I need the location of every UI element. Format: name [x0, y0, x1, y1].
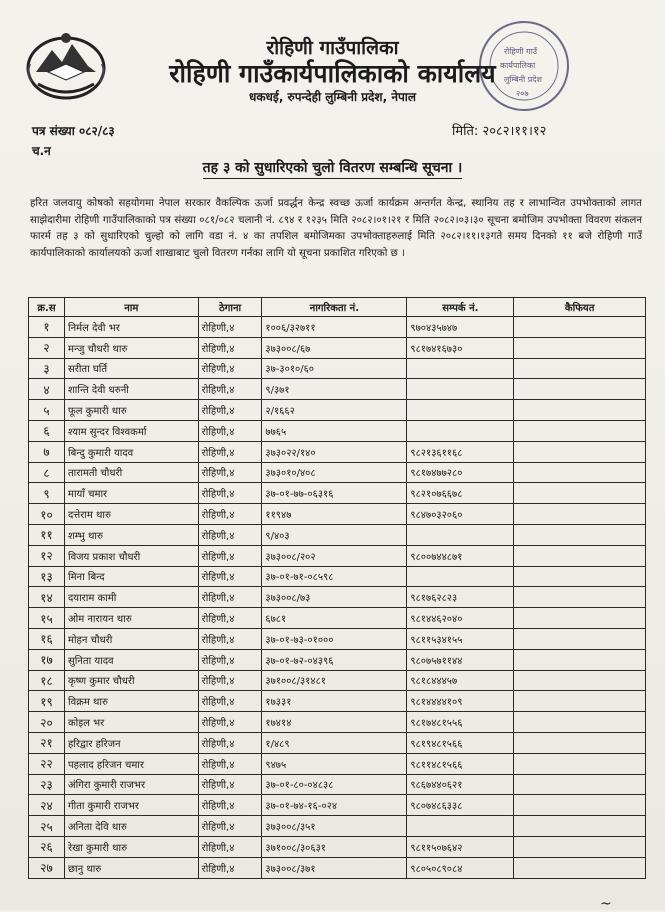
serial-cell: २१ — [29, 732, 65, 753]
municipality-name: रोहिणी गाउँपालिका — [266, 37, 399, 59]
contact-cell: ९८१४४४४१०९ — [407, 691, 514, 712]
col-address: ठेगाना — [198, 298, 262, 317]
contact-cell: ९८१९४८१५६६ — [407, 732, 514, 753]
serial-cell: १९ — [29, 691, 65, 712]
serial-cell: १५ — [29, 608, 65, 629]
name-cell: सुनिता यादव — [64, 649, 198, 670]
contact-cell: ९८४७०३२०६० — [407, 504, 514, 525]
citizenship-cell: ७७६५ — [262, 420, 407, 441]
name-cell: दयाराम कामी — [64, 587, 198, 608]
serial-cell: १२ — [29, 545, 65, 566]
signature: ~ — [600, 896, 612, 912]
citizenship-cell: ३७३००८/७३ — [262, 587, 407, 608]
citizenship-cell: ३७३००८/३५१ — [262, 816, 407, 837]
table-row — [29, 358, 646, 379]
serial-cell: १८ — [29, 670, 65, 691]
serial-cell: ६ — [29, 420, 65, 441]
serial-cell: ३ — [29, 358, 65, 379]
remarks-cell — [514, 587, 646, 608]
serial-cell: ४ — [29, 379, 65, 400]
contact-cell: ९८१७४८१५५६ — [407, 712, 514, 733]
remarks-cell — [514, 628, 646, 649]
address-cell: रोहिणी,४ — [198, 317, 262, 338]
col-contact: सम्पर्क नं. — [407, 298, 514, 317]
table-row — [29, 420, 646, 441]
remarks-cell — [514, 337, 646, 358]
contact-cell: ९८११४८१५६६ — [407, 753, 514, 774]
contact-cell: ९८२१०७६६७८ — [407, 483, 514, 504]
remarks-cell — [514, 483, 646, 504]
citizenship-cell: ३७-०१-७२-०४३९६ — [262, 649, 407, 670]
citizenship-cell: २/१६६२ — [262, 400, 407, 421]
table-row — [29, 608, 646, 629]
citizenship-cell: ३७३००८/३७१ — [262, 857, 407, 878]
remarks-cell — [514, 670, 646, 691]
name-cell: निर्मल देवी भर — [64, 317, 198, 338]
address-cell: रोहिणी,४ — [198, 732, 262, 753]
serial-cell: १४ — [29, 587, 65, 608]
serial-cell: ५ — [29, 400, 65, 421]
citizenship-cell: ३७१००८/३१४८१ — [262, 670, 407, 691]
serial-cell: १ — [29, 317, 65, 338]
address-cell: रोहिणी,४ — [198, 857, 262, 878]
contact-cell: ९८१४४६२०४० — [407, 608, 514, 629]
table-row — [29, 400, 646, 421]
contact-cell — [407, 566, 514, 587]
table-row — [29, 545, 646, 566]
remarks-cell — [514, 379, 646, 400]
table-row — [29, 587, 646, 608]
name-cell: तारामती चौधरी — [64, 462, 198, 483]
address-cell: रोहिणी,४ — [198, 774, 262, 795]
serial-cell: ७ — [29, 441, 65, 462]
serial-cell: २४ — [29, 795, 65, 816]
contact-cell — [407, 358, 514, 379]
citizenship-cell: ९४७५ — [262, 753, 407, 774]
remarks-cell — [514, 566, 646, 587]
remarks-cell — [514, 524, 646, 545]
citizenship-cell: ३७-०१-८०-०४८३८ — [262, 774, 407, 795]
table-row — [29, 379, 646, 400]
contact-cell: ९८०७५७११४४ — [407, 649, 514, 670]
address-cell: रोहिणी,४ — [198, 524, 262, 545]
remarks-cell — [514, 712, 646, 733]
address-cell: रोहिणी,४ — [198, 400, 262, 421]
address-cell: रोहिणी,४ — [198, 836, 262, 857]
svg-text:लुम्बिनी प्रदेश: लुम्बिनी प्रदेश — [504, 75, 542, 84]
name-cell: विक्रम थारु — [64, 691, 198, 712]
citizenship-cell: ३७१००८/३०६३१ — [262, 836, 407, 857]
svg-text:रोहिणी गाउँ: रोहिणी गाउँ — [504, 47, 538, 56]
table-row — [29, 691, 646, 712]
address-cell: रोहिणी,४ — [198, 670, 262, 691]
address-cell: रोहिणी,४ — [198, 608, 262, 629]
letter-number: पत्र संख्या ०८२/८३ — [32, 124, 115, 138]
svg-text:कार्यपालिका: कार्यपालिका — [500, 61, 536, 70]
citizenship-cell: १७४१४ — [262, 712, 407, 733]
name-cell: श्याम सुन्दर विश्वकर्मा — [64, 420, 198, 441]
remarks-cell — [514, 504, 646, 525]
remarks-cell — [514, 753, 646, 774]
contact-cell: ९७०४३५७४७ — [407, 317, 514, 338]
remarks-cell — [514, 857, 646, 878]
address-cell: रोहिणी,४ — [198, 462, 262, 483]
notice-body: हरित जलवायु कोषको सहयोगमा नेपाल सरकार वैकल्पिक ऊर्जा प्रवर्द्धन केन्द्र स्वच्छ ऊर्जा कार्यक्रम अन्तर्गत केन्द्र, स्थानिय तह र लाभान्वित उपभोक्ताको लागत साझेदारीमा रोहिणी गाउँपालिकाको पत्र संख्या ०८१/०८२ चलानी नं. ८९४ र १२३५ मिति २०८२।०१।२१ र मिति २०८२।०३।३० सूचना बमोजिम उपभोक्ता विवरण संकलन फारर्म तह ३ को सुधारिएको चुल्हो को लागि वडा नं. ४ का तपशिल बमोजिमका उपभोक्ताहरुलाई मिति २०८२।११।१३गते समय दिनको ११ बजे रोहिणी गाउँ कार्यपालिकाको कार्यालयको ऊर्जा शाखाबाट चुलो वितरण गर्नका लागि यो सूचना प्रकाशित गरिएको छ । — [30, 198, 642, 259]
office-name: रोहिणी गाउँकार्यपालिकाको कार्यालय — [169, 59, 496, 88]
address-cell: रोहिणी,४ — [198, 545, 262, 566]
citizenship-cell: ३७३०१०/४०८ — [262, 462, 407, 483]
name-cell: मिना बिन्द — [64, 566, 198, 587]
table-row — [29, 816, 646, 837]
citizenship-cell: ३७-०१-७३-०१००० — [262, 628, 407, 649]
citizenship-cell: ३७-०१-७४-१६-०२४ — [262, 795, 407, 816]
table-row — [29, 732, 646, 753]
address-cell: रोहिणी,४ — [198, 483, 262, 504]
table-row — [29, 317, 646, 338]
name-cell: ओम नारायन थारु — [64, 608, 198, 629]
citizenship-cell: ३७-०१-७१-०८५९८ — [262, 566, 407, 587]
contact-cell — [407, 524, 514, 545]
address-cell: रोहिणी,४ — [198, 420, 262, 441]
contact-cell: ९८१७६२८२३ — [407, 587, 514, 608]
address-cell: रोहिणी,४ — [198, 379, 262, 400]
table-row — [29, 337, 646, 358]
name-cell: शान्ति देवी धरुनी — [64, 379, 198, 400]
table-row — [29, 649, 646, 670]
serial-cell: २५ — [29, 816, 65, 837]
name-cell: रेखा कुमारी थारु — [64, 836, 198, 857]
serial-cell: १३ — [29, 566, 65, 587]
contact-cell: ९८११५३४१५५ — [407, 628, 514, 649]
name-cell: कोइल भर — [64, 712, 198, 733]
table-row — [29, 566, 646, 587]
name-cell: अंगिरा कुमारी राजभर — [64, 774, 198, 795]
citizenship-cell: ३७३०२२/१४० — [262, 441, 407, 462]
table-row — [29, 774, 646, 795]
name-cell: मन्जु चौधरी थारु — [64, 337, 198, 358]
name-cell: अनिता देवि थारु — [64, 816, 198, 837]
table-row — [29, 753, 646, 774]
citizenship-cell: ९/४०३ — [262, 524, 407, 545]
citizenship-cell: ६७८१ — [262, 608, 407, 629]
table-row — [29, 795, 646, 816]
remarks-cell — [514, 317, 646, 338]
dispatch-number: च.न — [32, 144, 51, 158]
col-name: नाम — [64, 298, 198, 317]
svg-text:२०७: २०७ — [516, 89, 529, 98]
contact-cell: ९८२१३६११६८ — [407, 441, 514, 462]
citizenship-cell: ९/३७१ — [262, 379, 407, 400]
address-cell: रोहिणी,४ — [198, 504, 262, 525]
col-serial: क्र.स — [29, 298, 65, 317]
name-cell: छानु थारु — [64, 857, 198, 878]
table-row — [29, 670, 646, 691]
citizenship-cell: ३७-३०१०/६० — [262, 358, 407, 379]
serial-cell: २२ — [29, 753, 65, 774]
office-address: धकधई, रुपन्देही लुम्बिनी प्रदेश, नेपाल — [248, 90, 417, 104]
contact-cell: ९८१७४७७२८० — [407, 462, 514, 483]
contact-cell: ९८००७४४८७१ — [407, 545, 514, 566]
table-row — [29, 524, 646, 545]
citizenship-cell: १७३३१ — [262, 691, 407, 712]
address-cell: रोहिणी,४ — [198, 628, 262, 649]
serial-cell: १० — [29, 504, 65, 525]
remarks-cell — [514, 774, 646, 795]
citizenship-cell: १/४८९ — [262, 732, 407, 753]
serial-cell: ९ — [29, 483, 65, 504]
address-cell: रोहिणी,४ — [198, 441, 262, 462]
remarks-cell — [514, 836, 646, 857]
serial-cell: २३ — [29, 774, 65, 795]
serial-cell: २७ — [29, 857, 65, 878]
remarks-cell — [514, 358, 646, 379]
table-row — [29, 441, 646, 462]
table-row — [29, 628, 646, 649]
citizenship-cell: ३७-०१-७७-०६३१६ — [262, 483, 407, 504]
name-cell: विजय प्रकाश चौधरी — [64, 545, 198, 566]
remarks-cell — [514, 691, 646, 712]
citizenship-cell: ११९४७ — [262, 504, 407, 525]
notice-subject: तह ३ को सुधारिएको चुलो वितरण सम्बन्धि सूचना । — [0, 158, 665, 177]
contact-cell — [407, 420, 514, 441]
contact-cell: ९८६७४४०६२१ — [407, 774, 514, 795]
letter-date: मिति: २०८२।११।१२ — [452, 124, 547, 139]
remarks-cell — [514, 732, 646, 753]
name-cell: कृष्ण कुमार चौधरी — [64, 670, 198, 691]
table-row — [29, 504, 646, 525]
serial-cell: ८ — [29, 462, 65, 483]
name-cell: फूल कुमारी थारु — [64, 400, 198, 421]
address-cell: रोहिणी,४ — [198, 337, 262, 358]
contact-cell: ९८०७४८६३३८ — [407, 795, 514, 816]
address-cell: रोहिणी,४ — [198, 566, 262, 587]
citizenship-cell: १००६/३२७११ — [262, 317, 407, 338]
name-cell: मायाँ चमार — [64, 483, 198, 504]
name-cell: हरिद्वार हरिजन — [64, 732, 198, 753]
contact-cell: ९८०५०८९०८४ — [407, 857, 514, 878]
remarks-cell — [514, 608, 646, 629]
address-cell: रोहिणी,४ — [198, 816, 262, 837]
contact-cell — [407, 379, 514, 400]
table-row — [29, 712, 646, 733]
name-cell: शम्भु थारु — [64, 524, 198, 545]
citizenship-cell: ३७३००८/६७ — [262, 337, 407, 358]
name-cell: सरीता घर्ति — [64, 358, 198, 379]
address-cell: रोहिणी,४ — [198, 649, 262, 670]
col-remarks: कैफियत — [514, 298, 646, 317]
contact-cell: ९८१८४४४५७ — [407, 670, 514, 691]
serial-cell: २६ — [29, 836, 65, 857]
serial-cell: ११ — [29, 524, 65, 545]
table-row — [29, 483, 646, 504]
name-cell: बिन्दु कुमारी यादव — [64, 441, 198, 462]
table-row — [29, 857, 646, 878]
remarks-cell — [514, 649, 646, 670]
remarks-cell — [514, 441, 646, 462]
contact-cell — [407, 400, 514, 421]
table-row — [29, 836, 646, 857]
citizenship-cell: ३७३००८/२०२ — [262, 545, 407, 566]
contact-cell — [407, 816, 514, 837]
serial-cell: २० — [29, 712, 65, 733]
remarks-cell — [514, 816, 646, 837]
address-cell: रोहिणी,४ — [198, 712, 262, 733]
remarks-cell — [514, 400, 646, 421]
remarks-cell — [514, 795, 646, 816]
contact-cell: ९८११५०७६४२ — [407, 836, 514, 857]
table-header-row — [29, 298, 646, 317]
contact-cell: ९८१७४१६७३० — [407, 337, 514, 358]
distribution-table — [28, 297, 646, 879]
remarks-cell — [514, 545, 646, 566]
name-cell: दत्तेराम थारु — [64, 504, 198, 525]
address-cell: रोहिणी,४ — [198, 691, 262, 712]
address-cell: रोहिणी,४ — [198, 587, 262, 608]
remarks-cell — [514, 420, 646, 441]
remarks-cell — [514, 462, 646, 483]
address-cell: रोहिणी,४ — [198, 358, 262, 379]
name-cell: मोहन चौधरी — [64, 628, 198, 649]
serial-cell: १६ — [29, 628, 65, 649]
serial-cell: २ — [29, 337, 65, 358]
address-cell: रोहिणी,४ — [198, 753, 262, 774]
name-cell: गीता कुमारी राजभर — [64, 795, 198, 816]
name-cell: पहलाद हरिजन चमार — [64, 753, 198, 774]
address-cell: रोहिणी,४ — [198, 795, 262, 816]
serial-cell: १७ — [29, 649, 65, 670]
col-citizenship: नागरिकता नं. — [262, 298, 407, 317]
table-row — [29, 462, 646, 483]
